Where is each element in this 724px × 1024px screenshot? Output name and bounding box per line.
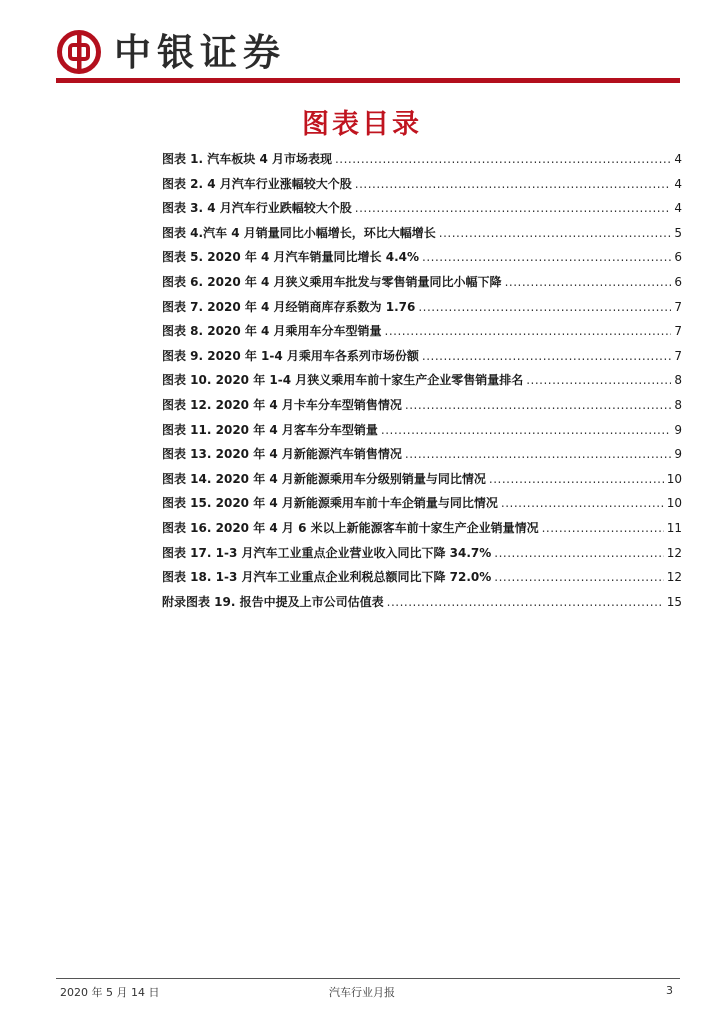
toc-entry[interactable]	[162, 248, 682, 273]
toc-entry-page[interactable]: 9	[674, 447, 682, 462]
toc-dot-leader	[501, 496, 664, 510]
toc-dot-leader	[494, 546, 663, 560]
toc-entry-label[interactable]: 图表 11. 2020 年 4 月客车分车型销量	[162, 422, 378, 437]
toc-entry-page[interactable]: 7	[674, 348, 682, 363]
toc-entry-page[interactable]: 15	[666, 594, 682, 609]
toc-dot-leader	[439, 226, 672, 240]
toc-entry-label[interactable]: 图表 12. 2020 年 4 月卡车分车型销售情况	[162, 397, 402, 412]
toc-entry-page[interactable]: 10	[666, 471, 682, 486]
toc-dot-leader	[422, 349, 671, 363]
toc-entry-label[interactable]: 附录图表 19. 报告中提及上市公司估值表	[162, 594, 384, 609]
toc-entry-page[interactable]: 4	[674, 152, 682, 166]
toc-entry-page[interactable]: 6	[674, 250, 682, 265]
toc-entry-page[interactable]: 12	[666, 545, 682, 560]
toc-entry-label[interactable]: 图表 13. 2020 年 4 月新能源汽车销售情况	[162, 447, 402, 462]
page-header	[56, 26, 286, 78]
toc-entry-label[interactable]: 图表 4.汽车 4 月销量同比小幅增长，环比大幅增长	[162, 225, 436, 240]
toc-entry[interactable]	[162, 273, 682, 298]
toc-dot-leader	[405, 398, 671, 412]
toc-dot-leader	[355, 177, 672, 191]
toc-entry[interactable]	[162, 494, 682, 519]
toc-entry-label[interactable]: 图表 6. 2020 年 4 月狭义乘用车批发与零售销量同比小幅下降	[162, 274, 502, 289]
toc-entry-label[interactable]: 图表 1. 汽车板块 4 月市场表现	[162, 152, 332, 166]
toc-entry[interactable]	[162, 544, 682, 569]
toc-entry-label[interactable]: 图表 15. 2020 年 4 月新能源乘用车前十车企销量与同比情况	[162, 496, 498, 511]
toc-dot-leader	[494, 570, 663, 584]
toc-entry[interactable]	[162, 199, 682, 224]
toc-entry-page[interactable]: 5	[674, 225, 682, 240]
footer-date: 2020 年 5 月 14 日	[60, 986, 160, 999]
toc-title: 图表目录	[302, 109, 422, 140]
toc-entry-page[interactable]: 6	[674, 274, 682, 289]
footer-page-number: 3	[666, 984, 673, 997]
toc-entry-label[interactable]: 图表 17. 1-3 月汽车工业重点企业营业收入同比下降 34.7%	[162, 545, 492, 560]
toc-entry[interactable]	[162, 593, 682, 618]
toc-entry-label[interactable]: 图表 3. 4 月汽车行业跌幅较大个股	[162, 201, 352, 216]
toc-dot-leader	[335, 152, 671, 166]
toc-dot-leader	[405, 447, 671, 461]
toc-entry-page[interactable]: 4	[674, 176, 682, 191]
toc-entry[interactable]	[162, 445, 682, 470]
toc-entry[interactable]	[162, 322, 682, 347]
toc-entry[interactable]	[162, 224, 682, 249]
toc-entry[interactable]	[162, 175, 682, 200]
toc-dot-leader	[526, 373, 671, 387]
toc-dot-leader	[542, 521, 664, 535]
toc-entry-label[interactable]: 图表 10. 2020 年 1-4 月狭义乘用车前十家生产企业零售销量排名	[162, 373, 524, 388]
toc-dot-leader	[355, 201, 672, 215]
toc-entry-page[interactable]: 10	[666, 496, 682, 511]
toc-dot-leader	[387, 595, 664, 609]
toc-entry[interactable]	[162, 421, 682, 446]
toc-dot-leader	[505, 275, 672, 289]
toc-dot-leader	[385, 324, 672, 338]
toc-entry-label[interactable]: 图表 9. 2020 年 1-4 月乘用车各系列市场份额	[162, 348, 419, 363]
toc-entry-page[interactable]: 7	[674, 324, 682, 339]
table-of-figures	[162, 150, 682, 617]
toc-entry-label[interactable]: 图表 5. 2020 年 4 月汽车销量同比增长 4.4%	[162, 250, 420, 265]
toc-entry[interactable]	[162, 150, 682, 175]
toc-entry-page[interactable]: 8	[674, 373, 682, 388]
footer-document-name: 汽车行业月报	[329, 986, 395, 999]
toc-entry-page[interactable]: 7	[674, 299, 682, 314]
toc-entry-label[interactable]: 图表 18. 1-3 月汽车工业重点企业利税总额同比下降 72.0%	[162, 570, 492, 585]
toc-entry[interactable]	[162, 371, 682, 396]
toc-entry[interactable]	[162, 568, 682, 593]
toc-dot-leader	[489, 472, 664, 486]
toc-entry-label[interactable]: 图表 7. 2020 年 4 月经销商库存系数为 1.76	[162, 299, 416, 314]
header-divider	[56, 78, 680, 83]
toc-dot-leader	[422, 250, 671, 264]
brand-name: 中银证券	[114, 29, 286, 74]
toc-dot-leader	[381, 423, 671, 437]
toc-entry-page[interactable]: 12	[666, 570, 682, 585]
footer-divider	[56, 978, 680, 979]
bank-of-china-logo-icon	[56, 29, 102, 75]
toc-entry-label[interactable]: 图表 16. 2020 年 4 月 6 米以上新能源客车前十家生产企业销量情况	[162, 520, 539, 535]
toc-entry-label[interactable]: 图表 14. 2020 年 4 月新能源乘用车分级别销量与同比情况	[162, 471, 486, 486]
toc-entry-page[interactable]: 9	[674, 422, 682, 437]
toc-entry[interactable]	[162, 347, 682, 372]
toc-entry[interactable]	[162, 396, 682, 421]
toc-entry-label[interactable]: 图表 8. 2020 年 4 月乘用车分车型销量	[162, 324, 382, 339]
toc-entry-page[interactable]: 11	[666, 520, 682, 535]
toc-entry-page[interactable]: 4	[674, 201, 682, 216]
toc-entry[interactable]	[162, 298, 682, 323]
toc-entry-page[interactable]: 8	[674, 397, 682, 412]
toc-entry[interactable]	[162, 519, 682, 544]
toc-entry[interactable]	[162, 470, 682, 495]
toc-dot-leader	[418, 300, 671, 314]
toc-entry-label[interactable]: 图表 2. 4 月汽车行业涨幅较大个股	[162, 176, 352, 191]
